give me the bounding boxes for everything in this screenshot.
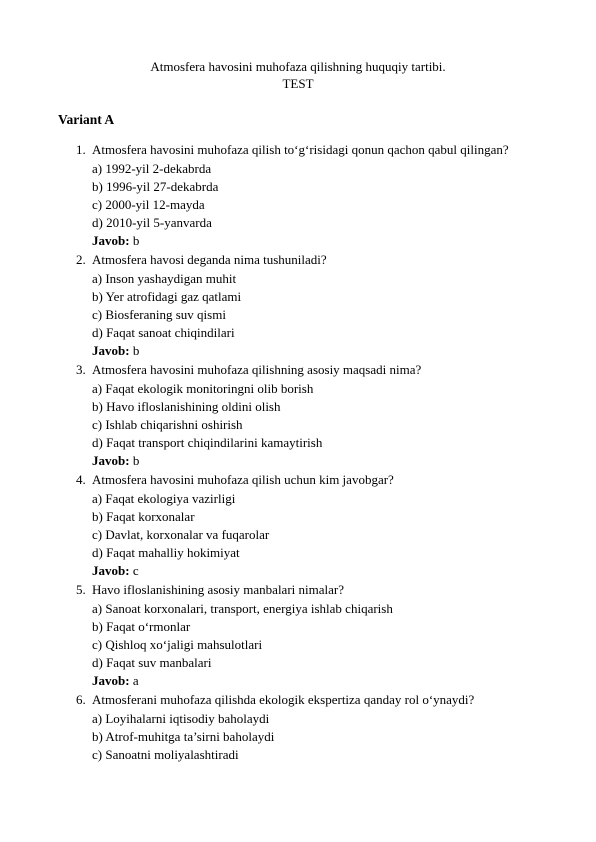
- option-b: b) Yer atrofidagi gaz qatlami: [92, 289, 242, 304]
- answer-label: Javob:: [92, 673, 130, 688]
- answer-value: c: [132, 563, 139, 578]
- option-c: c) Davlat, korxonalar va fuqarolar: [92, 527, 270, 542]
- question-text: Atmosfera havosini muhofaza qilishning asosiy maqsadi nima?: [92, 362, 422, 377]
- option-c: c) Biosferaning suv qismi: [92, 307, 226, 322]
- answer-line: [92, 232, 139, 250]
- option-a: a) Faqat ekologik monitoringni olib borish: [92, 381, 314, 396]
- answer-label: Javob:: [92, 563, 130, 578]
- answer-value: b: [132, 453, 140, 468]
- option-c: c) Sanoatni moliyalashtiradi: [92, 747, 239, 762]
- document-title: Atmosfera havosini muhofaza qilishning huquqiy tartibi.: [150, 59, 446, 74]
- option-a: a) Inson yashaydigan muhit: [92, 271, 237, 286]
- answer-line: [92, 562, 139, 580]
- option-c: c) Qishloq xo‘jaligi mahsulotlari: [92, 637, 263, 652]
- question-number: 4.: [76, 472, 86, 487]
- answer-line: [92, 672, 139, 690]
- option-a: a) 1992-yil 2-dekabrda: [92, 161, 212, 176]
- answer-label: Javob:: [92, 343, 130, 358]
- answer-label: Javob:: [92, 453, 130, 468]
- question-number: 3.: [76, 362, 86, 377]
- answer-value: b: [132, 343, 140, 358]
- option-d: d) Faqat transport chiqindilarini kamaytirish: [92, 435, 323, 450]
- question-text: Atmosfera havosini muhofaza qilish uchun kim javobgar?: [92, 472, 394, 487]
- option-d: d) Faqat sanoat chiqindilari: [92, 325, 235, 340]
- option-d: d) 2010-yil 5-yanvarda: [92, 215, 212, 230]
- option-b: b) Faqat o‘rmonlar: [92, 619, 191, 634]
- answer-value: b: [132, 233, 140, 248]
- option-b: b) Havo ifloslanishining oldini olish: [92, 399, 281, 414]
- option-c: c) 2000-yil 12-mayda: [92, 197, 205, 212]
- option-b: b) Atrof-muhitga ta’sirni baholaydi: [92, 729, 275, 744]
- option-a: a) Loyihalarni iqtisodiy baholaydi: [92, 711, 270, 726]
- option-b: b) 1996-yil 27-dekabrda: [92, 179, 219, 194]
- document-subtitle: TEST: [282, 76, 314, 91]
- answer-line: [92, 342, 139, 360]
- option-b: b) Faqat korxonalar: [92, 509, 195, 524]
- option-c: c) Ishlab chiqarishni oshirish: [92, 417, 243, 432]
- variant-heading: Variant A: [58, 112, 115, 127]
- option-d: d) Faqat mahalliy hokimiyat: [92, 545, 240, 560]
- answer-line: [92, 452, 139, 470]
- question-number: 6.: [76, 692, 86, 707]
- option-a: a) Sanoat korxonalari, transport, energiya ishlab chiqarish: [92, 601, 393, 616]
- answer-label: Javob:: [92, 233, 130, 248]
- question-text: Atmosfera havosi deganda nima tushuniladi?: [92, 252, 327, 267]
- option-d: d) Faqat suv manbalari: [92, 655, 212, 670]
- question-text: Havo ifloslanishining asosiy manbalari nimalar?: [92, 582, 344, 597]
- question-number: 2.: [76, 252, 86, 267]
- answer-value: a: [132, 673, 139, 688]
- option-a: a) Faqat ekologiya vazirligi: [92, 491, 236, 506]
- question-number: 5.: [76, 582, 86, 597]
- question-number: 1.: [76, 142, 86, 157]
- question-text: Atmosfera havosini muhofaza qilish to‘g‘risidagi qonun qachon qabul qilingan?: [92, 142, 509, 157]
- question-text: Atmosferani muhofaza qilishda ekologik ekspertiza qanday rol o‘ynaydi?: [92, 692, 475, 707]
